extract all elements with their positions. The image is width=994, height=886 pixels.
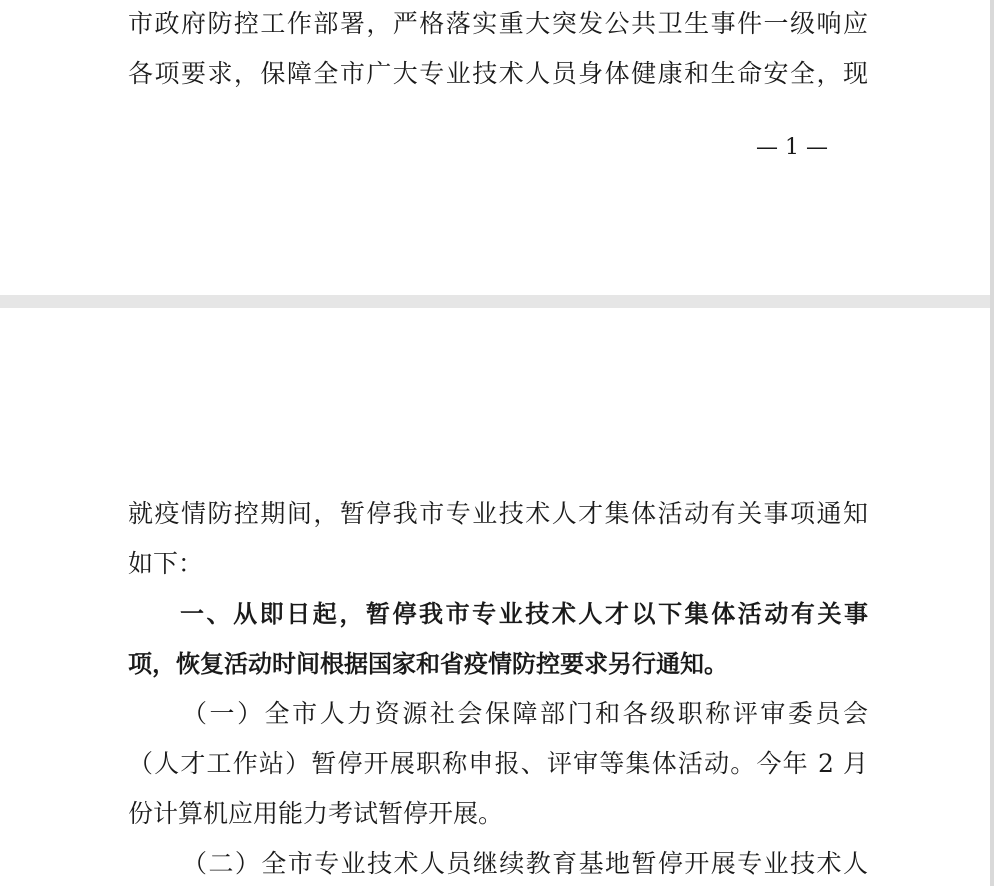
list-item-line: （一）全市人力资源社会保障部门和各级职称评审委员会: [182, 699, 868, 728]
section-heading-line: 一、从即日起，暂停我市专业技术人才以下集体活动有关事: [180, 600, 868, 628]
body-text-line: 各项要求，保障全市广大专业技术人员身体健康和生命安全，现: [128, 59, 868, 88]
page-number: — 1 —: [756, 135, 828, 160]
document-page-2: [0, 308, 990, 886]
list-item-line: 份计算机应用能力考试暂停开展。: [128, 799, 504, 828]
document-page-1: [0, 0, 990, 295]
body-text-line: 如下：: [128, 549, 204, 578]
body-text-line: 市政府防控工作部署，严格落实重大突发公共卫生事件一级响应: [128, 9, 868, 38]
body-text-line: 就疫情防控期间，暂停我市专业技术人才集体活动有关事项通知: [128, 499, 868, 528]
viewer-scroll-edge: [990, 0, 994, 886]
list-item-line: （人才工作站）暂停开展职称申报、评审等集体活动。今年 2 月: [128, 749, 868, 778]
section-heading-line: 项，恢复活动时间根据国家和省疫情防控要求另行通知。: [128, 650, 728, 678]
list-item-line: （二）全市专业技术人员继续教育基地暂停开展专业技术人: [182, 849, 868, 878]
